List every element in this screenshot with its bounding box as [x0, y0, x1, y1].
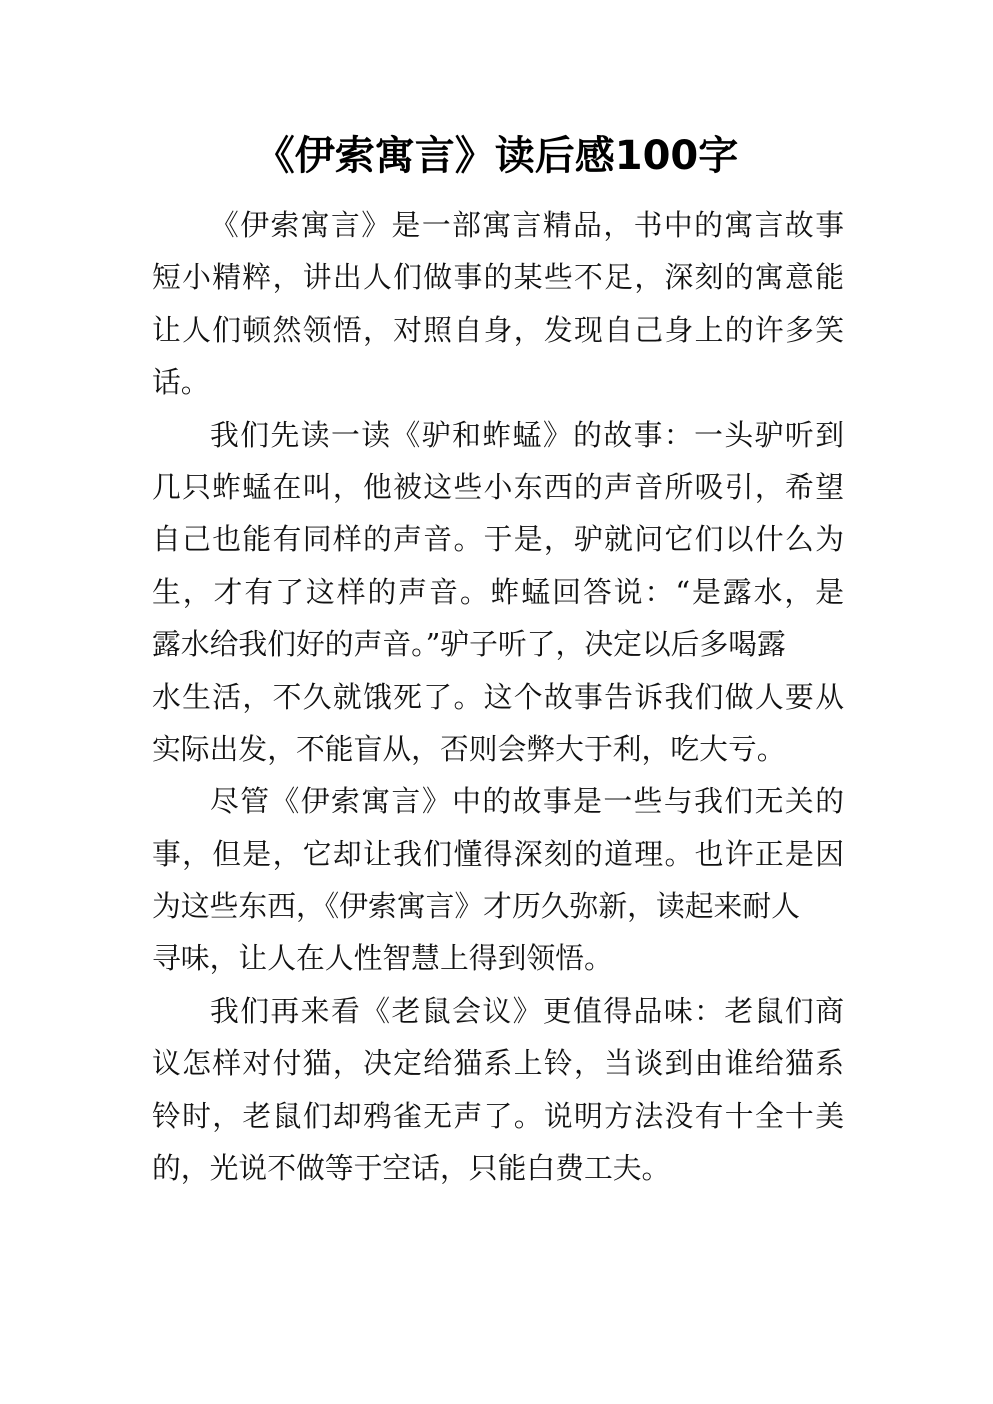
paragraph-line: 几只蚱蜢在叫，他被这些小东西的声音所吸引，希望 [152, 469, 844, 504]
paragraph-1 [152, 199, 844, 409]
paragraph-line: 实际出发，不能盲从，否则会弊大于利，吃大亏。 [152, 731, 786, 766]
paragraph-line: 的，光说不做等于空话，只能白费工夫。 [152, 1151, 671, 1186]
paragraph-line: 短小精粹，讲出人们做事的某些不足，深刻的寓意能 [152, 260, 844, 295]
document-body [152, 199, 844, 1194]
paragraph-line: 露水给我们好的声音。”驴子听了，决定以后多喝露 [152, 627, 786, 662]
paragraph-line: 铃时，老鼠们却鸦雀无声了。说明方法没有十全十美 [152, 1098, 844, 1133]
paragraph-line: 尽管《伊索寓言》中的故事是一些与我们无关的 [210, 784, 844, 819]
paragraph-line: 我们再来看《老鼠会议》更值得品味：老鼠们商 [210, 993, 844, 1028]
paragraph-line: 议怎样对付猫，决定给猫系上铃，当谈到由谁给猫系 [152, 1046, 844, 1081]
paragraph-3 [152, 775, 844, 985]
paragraph-line: 话。 [152, 365, 210, 400]
document-title: 《伊索寓言》读后感100字 [254, 133, 739, 179]
paragraph-line: 自己也能有同样的声音。于是，驴就问它们以什么为 [152, 522, 844, 557]
paragraph-line: 我们先读一读《驴和蚱蜢》的故事：一头驴听到 [210, 417, 844, 452]
paragraph-line: 《伊索寓言》是一部寓言精品，书中的寓言故事 [210, 208, 844, 242]
paragraph-line: 生，才有了这样的声音。蚱蜢回答说：“是露水，是 [152, 574, 844, 609]
paragraph-2 [152, 409, 844, 776]
paragraph-line: 寻味，让人在人性智慧上得到领悟。 [152, 941, 613, 976]
paragraph-4 [152, 985, 844, 1195]
paragraph-line: 让人们顿然领悟，对照自身，发现自己身上的许多笑 [152, 312, 844, 347]
paragraph-line: 事，但是，它却让我们懂得深刻的道理。也许正是因 [152, 836, 844, 871]
paragraph-line: 水生活，不久就饿死了。这个故事告诉我们做人要从 [152, 679, 844, 714]
paragraph-line: 为这些东西，《伊索寓言》才历久弥新，读起来耐人 [152, 889, 800, 924]
